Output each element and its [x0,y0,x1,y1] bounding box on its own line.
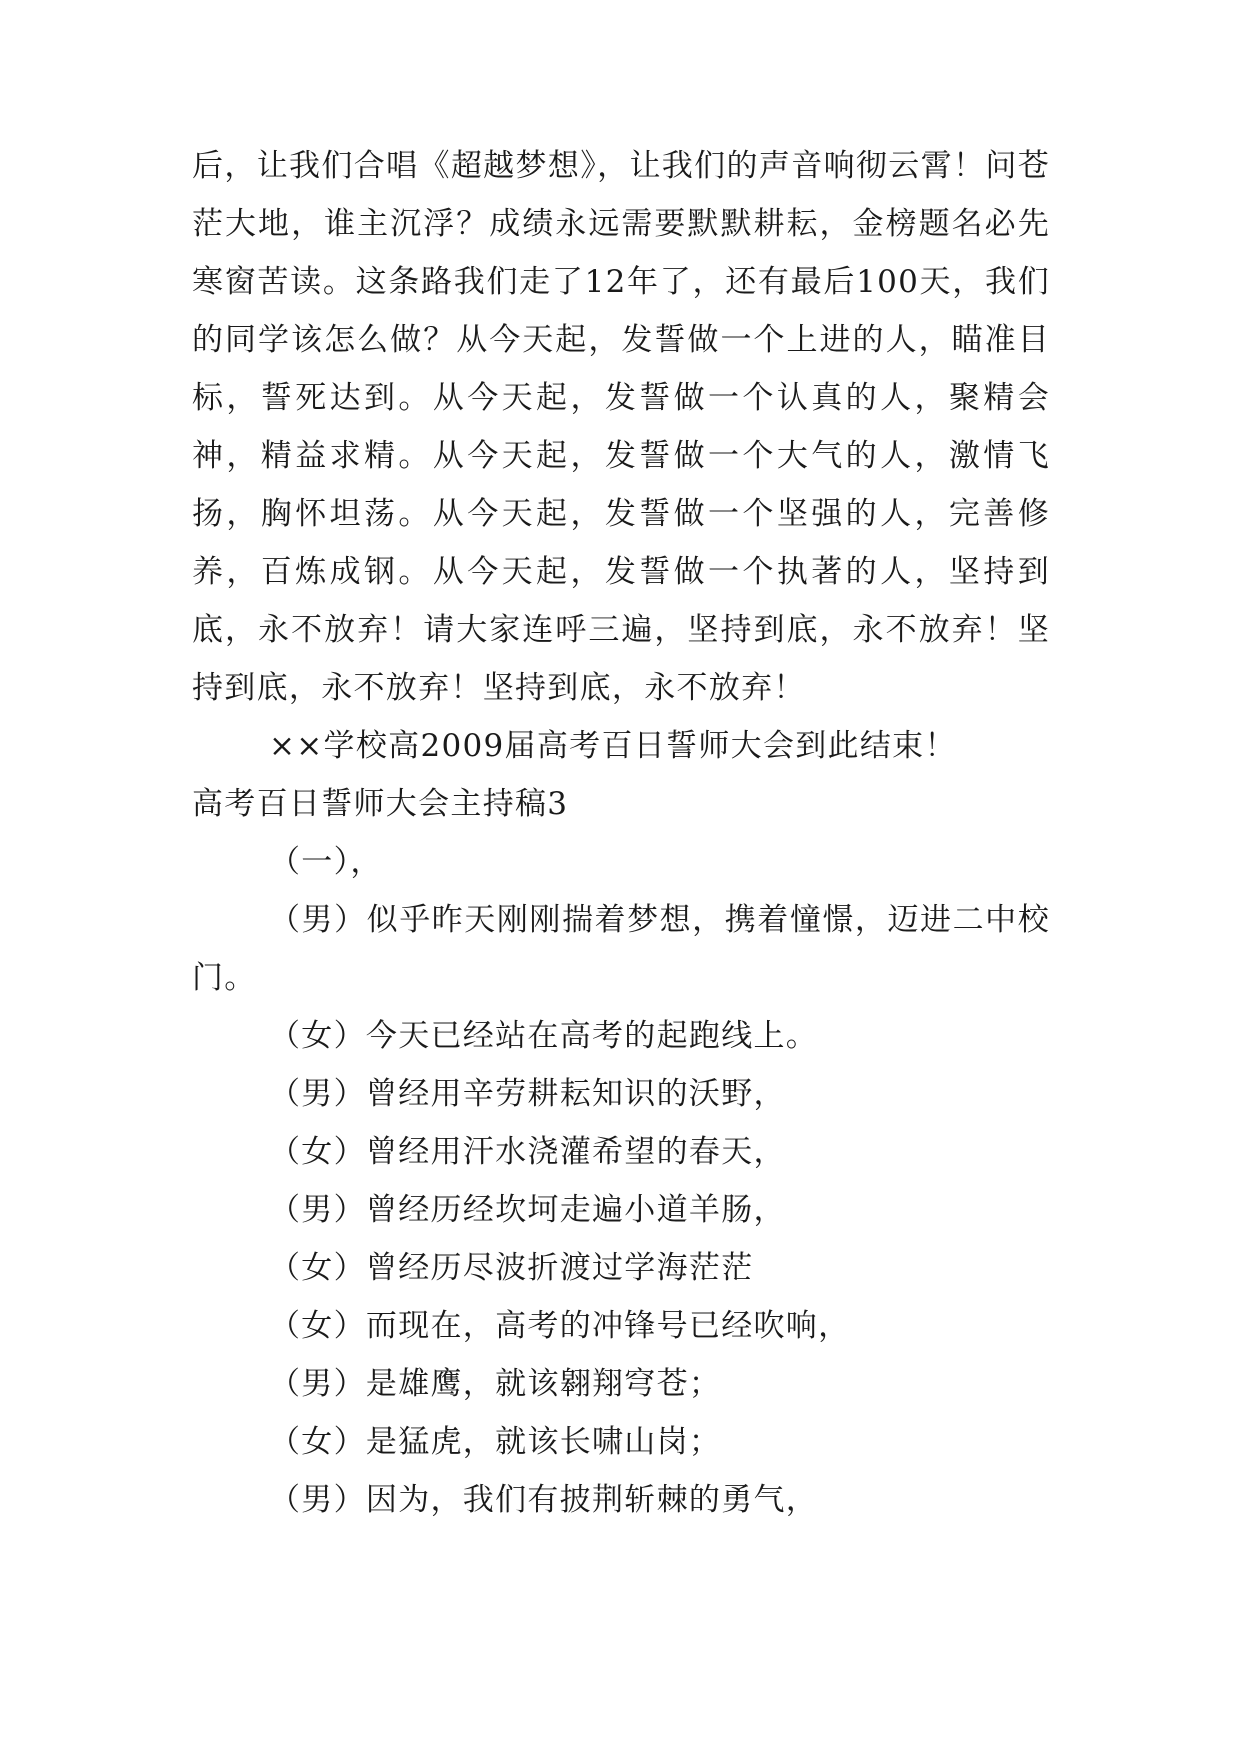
dialogue-line: （男）因为，我们有披荆斩棘的勇气， [269,1482,819,1518]
dialogue-line: （男）曾经用辛劳耕耘知识的沃野， [269,1076,786,1112]
dialogue-line: （女）而现在，高考的冲锋号已经吹响， [269,1308,851,1344]
section-title: 高考百日誓师大会主持稿3 [192,786,569,822]
part-label: （一）， [269,844,383,880]
dialogue-line: （女）曾经历尽波折渡过学海茫茫 [269,1250,754,1286]
document-body [192,137,1050,1529]
dialogue-line: （女）今天已经站在高考的起跑线上。 [269,1018,819,1054]
dialogue-line: （女）曾经用汗水浇灌希望的春天， [269,1134,786,1170]
dialogue-line: （男）是雄鹰，就该翱翔穹苍； [269,1366,722,1402]
dialogue-line: （女）是猛虎，就该长啸山岗； [269,1424,722,1460]
body-paragraph: 后，让我们合唱《超越梦想》，让我们的声音响彻云霄！问苍茫大地，谁主沉浮？成绩永远需要默默耕耘，金榜题名必先寒窗苦读。这条路我们走了12年了，还有最后100天，我们的同学该怎么做？从今天起，发誓做一个上进的人，瞄准目标，誓死达到。从今天起，发誓做一个认真的人，聚精会神，精益求精。从今天起，发誓做一个大气的人，激情飞扬，胸怀坦荡。从今天起，发誓做一个坚强的人，完善修养，百炼成钢。从今天起，发誓做一个执著的人，坚持到底，永不放弃！请大家连呼三遍，坚持到底，永不放弃！坚持到底，永不放弃！坚持到底，永不放弃！ [192,148,1050,706]
dialogue-paragraph: （男）似乎昨天刚刚揣着梦想，携着憧憬，迈进二中校门。 [192,902,1050,996]
dialogue-line: （男）曾经历经坎坷走遍小道羊肠， [269,1192,786,1228]
closing-line: ××学校高2009届高考百日誓师大会到此结束！ [269,728,957,764]
